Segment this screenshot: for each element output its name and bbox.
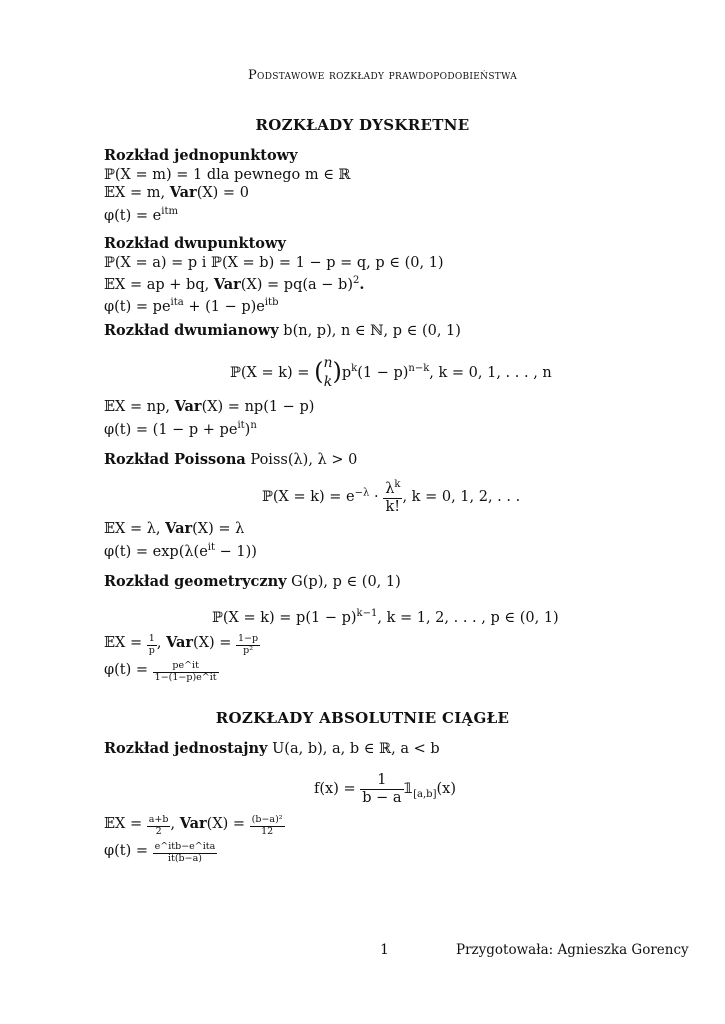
binomial-characteristic-function: $\varphi(t) = (1 - p + pe^{it})^n$	[104, 419, 257, 438]
heading-uniform: Rozkład jednostajny	[104, 740, 268, 757]
block-uniform-moments	[104, 815, 285, 865]
poisson-params: Poiss(λ), λ > 0	[245, 452, 358, 468]
geometric-params: G(p), p ∈ (0, 1)	[286, 574, 401, 590]
two-point-characteristic-function: $\varphi(t) = pe^{ita} + (1 - p)e^{itb}$	[104, 297, 279, 316]
binomial-coefficient: ( n k )	[314, 355, 342, 390]
one-point-moments: 𝔼X = m, Var(X) = 0	[104, 184, 249, 201]
uniform-fraction: $\frac{1}{b - a}$	[362, 772, 402, 806]
geometric-moments: 𝔼X = $\frac{1}{p}$ , Var(X) = $\frac{1-p}{\text{p²}}$	[104, 633, 259, 656]
block-binomial-moments	[104, 398, 314, 439]
geometric-pmf-formula: ℙ(X = $k) = p(1 - p)^{k-1}$, k = 1, 2, . . . , p ∈ (0, 1)	[212, 608, 559, 626]
block-uniform-heading	[104, 740, 440, 759]
block-poisson-heading	[104, 451, 357, 470]
block-geometric-heading	[104, 573, 401, 592]
poisson-characteristic-function: $\varphi(t) = \exp(\lambda(e^{it} - 1))$	[104, 541, 257, 560]
binomial-pmf-formula: ℙ(X = k) = ( n k )$p^k(1 - p)^{n-k}$, k = 0, 1, . . . , n	[230, 355, 552, 390]
block-geometric-moments	[104, 634, 260, 684]
uniform-characteristic-function: φ(t) = $\frac{\text{e\textasciicircum{}itb−e\textasciicircum{}ita}}{it(b-a)}$	[104, 841, 216, 864]
heading-poisson: Rozkład Poissona	[104, 451, 246, 468]
poisson-fraction: $\frac{\lambda^k}{k!}$	[385, 479, 401, 515]
section-heading-discrete: ROZKŁADY DYSKRETNE	[255, 116, 470, 134]
heading-two-point: Rozkład dwupunktowy	[104, 235, 286, 252]
indicator-symbol: 𝟙	[403, 781, 414, 798]
uniform-params: U(a, b), a, b ∈ ℝ, a < b	[267, 741, 440, 757]
poisson-pmf-formula: ℙ(X = $k) = e^{-\lambda}$ · $\frac{\lambda^k}{k!}$ , k = 0, 1, 2, . . .	[262, 479, 521, 515]
uniform-density-formula: f(x) = $\frac{1}{b - a}$ $𝟙_{[a,b]}(x)$	[314, 772, 456, 806]
block-poisson-moments	[104, 520, 257, 561]
heading-geometric: Rozkład geometryczny	[104, 573, 287, 590]
page-number: 1	[380, 942, 389, 958]
running-head: Podstawowe rozkłady prawdopodobieństwa	[248, 68, 517, 83]
two-point-probability: ℙ(X = a) = p i ℙ(X = b) = 1 − p = q, p ∈ (0, 1)	[104, 254, 444, 271]
two-point-moments: 𝔼X = ap + bq, $Var(X) = pq(a - b)^2$.	[104, 275, 365, 293]
poisson-moments: 𝔼X = λ, Var(X) = λ	[104, 520, 245, 537]
heading-one-point: Rozkład jednopunktowy	[104, 147, 298, 164]
block-binomial-heading	[104, 322, 461, 341]
heading-binomial: Rozkład dwumianowy	[104, 322, 279, 339]
one-point-probability: ℙ(X = m) = 1 dla pewnego m ∈ ℝ	[104, 166, 351, 183]
block-one-point	[104, 147, 351, 225]
binomial-moments: 𝔼X = np, Var(X) = np(1 − p)	[104, 398, 315, 415]
section-heading-continuous: ROZKŁADY ABSOLUTNIE CIĄGŁE	[215, 709, 510, 727]
binomial-params: b(n, p), n ∈ ℕ, p ∈ (0, 1)	[278, 323, 461, 339]
geometric-characteristic-function: φ(t) = $\frac{pe\^{}it}{1-(1-p)e\^{}it}$	[104, 660, 217, 683]
uniform-moments: 𝔼X = $\frac{a+b}{2}$ , Var(X) = $\frac{\text{(b−a)²}}{12}$	[104, 814, 283, 837]
one-point-characteristic-function: $\varphi(t) = e^{itm}$	[104, 205, 178, 224]
author-credit: Przygotowała: Agnieszka Gorency	[456, 942, 689, 958]
block-two-point	[104, 235, 444, 317]
